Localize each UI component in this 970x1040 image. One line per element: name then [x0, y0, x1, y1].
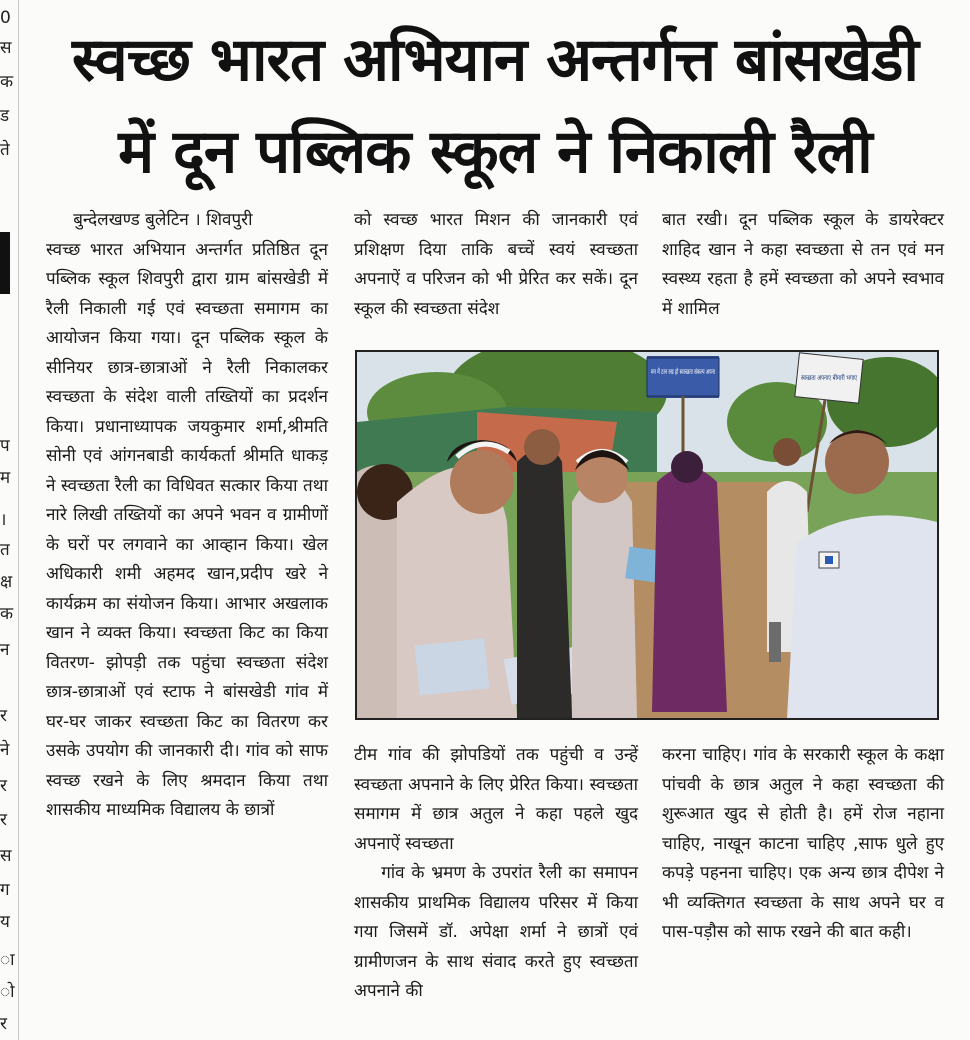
edge-text: य	[0, 912, 10, 932]
edge-text: न	[0, 640, 10, 660]
edge-text: ते	[0, 140, 10, 160]
adjacent-column-fragment	[0, 0, 19, 1040]
sign-right-text: स्वच्छता अपनाए बीमारी भगाए	[801, 374, 878, 382]
article-paragraph: बात रखी। दून पब्लिक स्कूल के डायरेक्टर शाहिद खान ने कहा स्वच्छता से तन एवं मन स्वस्थ्य रहता है हमें स्वच्छता को अपने स्वभाव में शामिल	[662, 210, 944, 319]
article-paragraph: को स्वच्छ भारत मिशन की जानकारी एवं प्रशिक्षण दिया ताकि बच्चें स्वयं स्वच्छता अपनाऐं व परिजन को भी प्रेरित कर सकें। दून स्कूल की स्वच्छता संदेश	[354, 210, 638, 319]
headline-line-2: में दून पब्लिक स्कूल ने निकाली रैली	[118, 117, 872, 187]
edge-text: क्ष	[0, 572, 13, 592]
edge-text: ने	[0, 740, 10, 760]
dateline: बुन्देलखण्ड बुलेटिन । शिवपुरी	[73, 210, 253, 230]
article-paragraph: स्वच्छ भारत अभियान अन्तर्गत प्रतिष्ठित दून पब्लिक स्कूल शिवपुरी द्वारा ग्राम बांसखेडी में रैली निकाली गई एवं स्वच्छता समागम का आयोजन किया गया। दून पब्लिक स्कूल के सीनियर छात्र-छात्राओं ने रैली निकालकर स्वच्छता के संदेश वाली तख्तियों का प्रदर्शन किया। प्रधानाध्यापक जयकुमार शर्मा,श्रीमति सोनी एवं आंगनबाडी कार्यकर्ता श्रीमति धाकड़ ने स्वच्छता रैली का विधिवत सत्कार किया तथा नारे लिखी तख्तियों का अपने भवन व ग्रामीणों के घरों पर लगवाने का आव्हान किया। खेल अधिकारी शमी अहमद खान,प्रदीप खरे ने कार्यक्रम का संयोजन किया। आभार अखलाक खान ने व्यक्त किया। स्वच्छता किट का किया वितरण- झोपड़ी तक पहुंचा स्वच्छता संदेश छात्र-छात्राओं एवं स्टाफ ने बांसखेडी गांव में घर-घर जाकर स्वच्छता किट का वितरण कर उसके उपयोग की जानकारी दी। गांव को साफ स्वच्छ रखने के लिए श्रमदान किया तथा शासकीय माध्यमिक विद्यालय के छात्रों	[46, 239, 328, 820]
edge-text: त	[0, 540, 10, 560]
article-column-3-top	[662, 206, 944, 324]
edge-text: ।	[0, 510, 7, 530]
headline	[30, 14, 960, 198]
edge-text: म	[0, 468, 11, 488]
edge-text: क	[0, 72, 14, 92]
edge-heading-fragment	[0, 232, 10, 294]
edge-text: र	[0, 810, 7, 830]
edge-text: स	[0, 846, 12, 866]
article-column-3-bottom	[662, 741, 944, 948]
edge-text: प	[0, 436, 10, 456]
photo-illustration	[357, 352, 937, 718]
edge-text: ो	[0, 982, 15, 1002]
edge-text: ग	[0, 880, 10, 900]
article-paragraph: करना चाहिए। गांव के सरकारी स्कूल के कक्षा पांचवी के छात्र अतुल ने कहा स्वच्छता की शुरूआत खुद से होती है। हमें रोज नहाना चाहिए, नाखून काटना चाहिए ,साफ धुले हुए कपड़े पहनना चाहिए। एक अन्य छात्र दीपेश ने भी व्यक्तिगत स्वच्छता के साथ अपने घर व पास-पड़ौस को साफ रखने की बात कही।	[662, 745, 944, 942]
article-column-1	[46, 206, 328, 826]
edge-text: क	[0, 604, 14, 624]
edge-text: ा	[0, 950, 15, 970]
edge-text: र	[0, 776, 7, 796]
article-column-2-bottom	[354, 741, 638, 1007]
article-column-2-top	[354, 206, 638, 324]
edge-text: ड	[0, 106, 10, 126]
sign-left-text: मन में ठान रख हो स्वाच्छता संकल्प अपना	[651, 368, 757, 376]
edge-text: स	[0, 38, 12, 58]
article-paragraph: गांव के भ्रमण के उपरांत रैली का समापन शासकीय प्राथमिक विद्यालय परिसर में किया गया जिसमें डॉ. अपेक्षा शर्मा ने छात्रों एवं ग्रामीणजन के साथ संवाद करते हुए स्वच्छता अपनाने की	[354, 863, 638, 1001]
headline-line-1: स्वच्छ भारत अभियान अन्तर्गत्त बांसखेडी	[72, 25, 918, 95]
news-photo	[355, 350, 939, 720]
edge-text: 0	[0, 8, 11, 28]
edge-text: र	[0, 1014, 7, 1034]
article-paragraph: टीम गांव की झोपडियों तक पहुंची व उन्हें स्वच्छता अपनाने के लिए प्रेरित किया। स्वच्छता समागम में छात्र अतुल ने कहा पहले खुद अपनाऐं स्वच्छता	[354, 745, 638, 854]
edge-text: र	[0, 706, 7, 726]
